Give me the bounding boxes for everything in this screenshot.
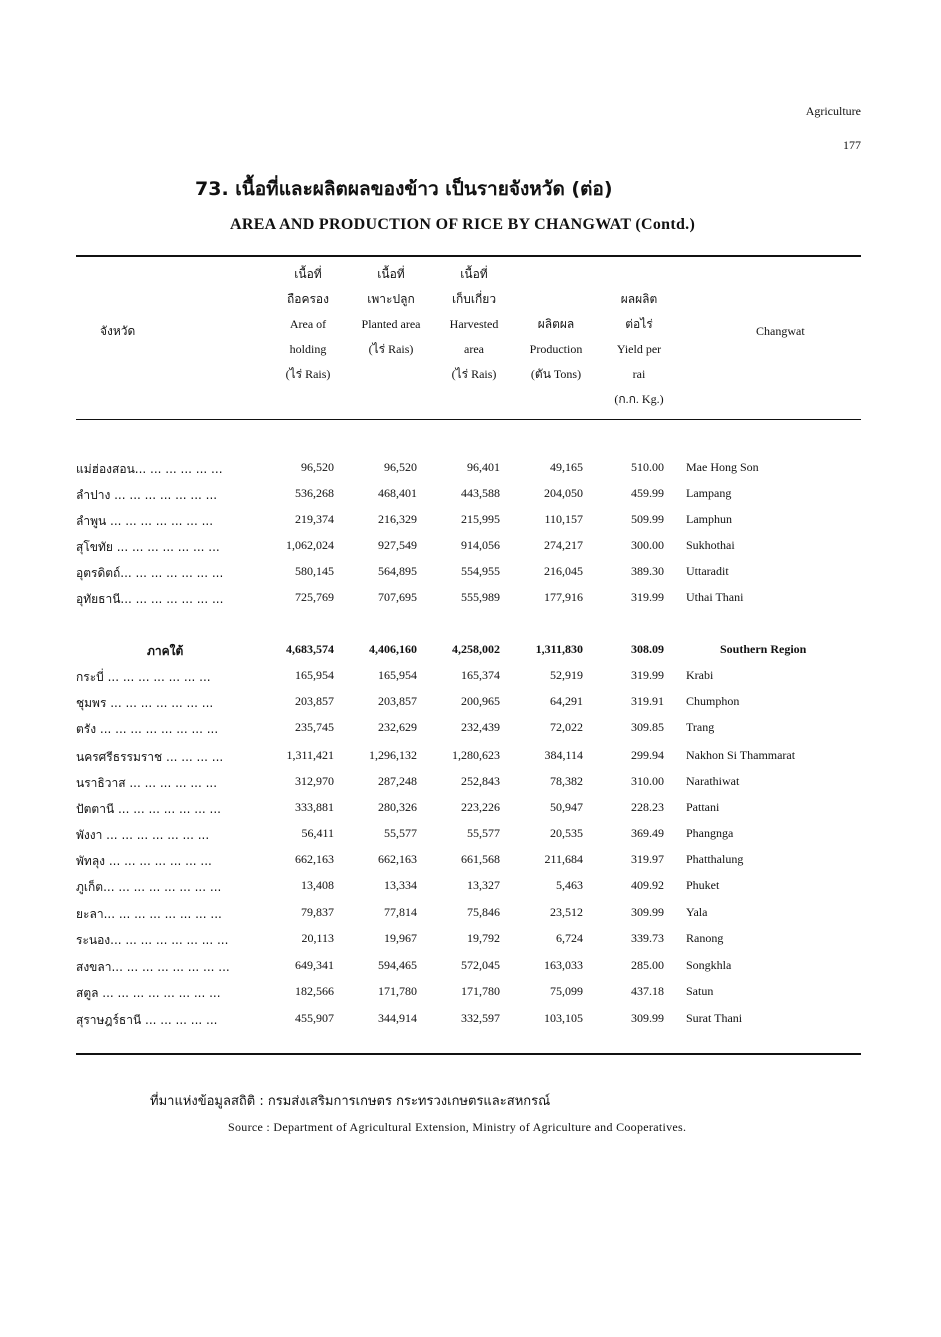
province-thai: พัทลุง ... ... ... ... ... ... ... — [76, 854, 212, 868]
region-english: Southern Region — [720, 642, 807, 656]
changwat-english: Sukhothai — [686, 538, 735, 552]
harvested-area: 232,439 — [461, 720, 500, 734]
production: 78,382 — [550, 774, 583, 788]
changwat-english: Phuket — [686, 878, 720, 892]
production: 103,105 — [544, 1011, 583, 1025]
planted-area: 344,914 — [378, 1011, 417, 1025]
yield-per-rai: 319.99 — [631, 668, 664, 682]
harvested-area: 19,792 — [467, 931, 500, 945]
planted-area: 171,780 — [378, 984, 417, 998]
header-changwat-english: Changwat — [756, 324, 805, 338]
planted-area: 927,549 — [378, 538, 417, 552]
province-thai: สตูล ... ... ... ... ... ... ... ... — [76, 986, 221, 1000]
header-yield-line2: ต่อไร่ — [625, 317, 653, 331]
header-yield-line4: rai — [632, 367, 646, 381]
yield-per-rai: 309.85 — [631, 720, 664, 734]
table-row — [0, 460, 941, 482]
harvested-area: 96,401 — [467, 460, 500, 474]
yield-per-rai: 319.97 — [631, 852, 664, 866]
changwat-english: Mae Hong Son — [686, 460, 759, 474]
header-harvested-line3: Harvested — [449, 317, 499, 331]
planted-area: 287,248 — [378, 774, 417, 788]
header-holding-line1: เนื้อที่ — [294, 267, 322, 281]
table-row — [0, 958, 941, 980]
table-row — [0, 512, 941, 534]
table-row — [0, 694, 941, 716]
planted-area: 707,695 — [378, 590, 417, 604]
table-row — [0, 774, 941, 796]
area-of-holding: 79,837 — [301, 905, 334, 919]
yield-per-rai: 319.91 — [631, 694, 664, 708]
header-production-line1: ผลิตผล — [537, 317, 575, 331]
planted-area: 165,954 — [378, 668, 417, 682]
page-number: 177 — [843, 138, 861, 152]
area-of-holding: 56,411 — [301, 826, 334, 840]
province-thai: กระบี่ ... ... ... ... ... ... ... — [76, 670, 211, 684]
harvested-area: 55,577 — [467, 826, 500, 840]
table-title-english: AREA AND PRODUCTION OF RICE BY CHANGWAT (Contd.) — [230, 216, 696, 233]
table-row — [0, 590, 941, 612]
production: 274,217 — [544, 538, 583, 552]
planted-area: 232,629 — [378, 720, 417, 734]
yield-per-rai: 308.09 — [631, 642, 664, 656]
table-row — [0, 1011, 941, 1033]
header-planted-line1: เนื้อที่ — [377, 267, 405, 281]
table-title-thai: 73. เนื้อที่และผลิตผลของข้าว เป็นรายจังหวัด (ต่อ) — [195, 178, 613, 200]
header-planted-line2: เพาะปลูก — [367, 292, 415, 306]
yield-per-rai: 310.00 — [631, 774, 664, 788]
changwat-english: Nakhon Si Thammarat — [686, 748, 796, 762]
header-holding-line3: Area of — [289, 317, 327, 331]
harvested-area: 661,568 — [461, 852, 500, 866]
changwat-english: Lampang — [686, 486, 732, 500]
table-top-rule — [76, 255, 861, 257]
header-yield-line1: ผลผลิต — [620, 292, 658, 306]
province-thai: ตรัง ... ... ... ... ... ... ... ... — [76, 722, 219, 736]
area-of-holding: 4,683,574 — [286, 642, 334, 656]
province-thai: อุตรดิตถ์... ... ... ... ... ... ... — [76, 566, 224, 580]
production: 1,311,830 — [535, 642, 583, 656]
changwat-english: Lamphun — [686, 512, 732, 526]
harvested-area: 914,056 — [461, 538, 500, 552]
header-production — [515, 312, 597, 387]
production: 216,045 — [544, 564, 583, 578]
harvested-area: 223,226 — [461, 800, 500, 814]
province-thai: ชุมพร ... ... ... ... ... ... ... — [76, 696, 214, 710]
changwat-english: Chumphon — [686, 694, 740, 708]
planted-area: 564,895 — [378, 564, 417, 578]
planted-area: 662,163 — [378, 852, 417, 866]
header-harvested-line2: เก็บเกี่ยว — [451, 292, 497, 306]
table-row — [0, 905, 941, 927]
changwat-english: Satun — [686, 984, 714, 998]
production: 49,165 — [550, 460, 583, 474]
area-of-holding: 13,408 — [301, 878, 334, 892]
area-of-holding: 580,145 — [295, 564, 334, 578]
planted-area: 55,577 — [384, 826, 417, 840]
harvested-area: 215,995 — [461, 512, 500, 526]
header-harvested-line5: (ไร่ Rais) — [451, 367, 497, 381]
harvested-area: 165,374 — [461, 668, 500, 682]
header-holding-line2: ถือครอง — [286, 292, 329, 306]
table-row — [0, 826, 941, 848]
region-thai: ภาคใต้ — [147, 644, 184, 658]
area-of-holding: 219,374 — [295, 512, 334, 526]
header-planted-line4: (ไร่ Rais) — [368, 342, 414, 356]
planted-area: 77,814 — [384, 905, 417, 919]
harvested-area: 572,045 — [461, 958, 500, 972]
yield-per-rai: 509.99 — [631, 512, 664, 526]
province-thai: ยะลา... ... ... ... ... ... ... ... — [76, 907, 222, 921]
planted-area: 280,326 — [378, 800, 417, 814]
table-row — [0, 931, 941, 953]
production: 20,535 — [550, 826, 583, 840]
table-row — [0, 564, 941, 586]
source-note-thai: ที่มาแห่งข้อมูลสถิติ : กรมส่งเสริมการเกษตร กระทรวงเกษตรและสหกรณ์ — [150, 1094, 551, 1109]
production: 23,512 — [550, 905, 583, 919]
planted-area: 594,465 — [378, 958, 417, 972]
area-of-holding: 235,745 — [295, 720, 334, 734]
header-harvested-area — [437, 262, 511, 387]
harvested-area: 1,280,623 — [452, 748, 500, 762]
yield-per-rai: 339.73 — [631, 931, 664, 945]
production: 6,724 — [556, 931, 583, 945]
header-planted-line3: Planted area — [361, 317, 421, 331]
planted-area: 4,406,160 — [369, 642, 417, 656]
yield-per-rai: 510.00 — [631, 460, 664, 474]
changwat-english: Phangnga — [686, 826, 734, 840]
province-thai: นราธิวาส ... ... ... ... ... ... — [76, 776, 218, 790]
table-row — [0, 800, 941, 822]
area-of-holding: 536,268 — [295, 486, 334, 500]
changwat-english: Uttaradit — [686, 564, 729, 578]
production: 177,916 — [544, 590, 583, 604]
production: 64,291 — [550, 694, 583, 708]
running-header-section: Agriculture — [805, 104, 861, 118]
production: 384,114 — [544, 748, 583, 762]
table-row — [0, 984, 941, 1006]
production: 52,919 — [550, 668, 583, 682]
changwat-english: Trang — [686, 720, 715, 734]
area-of-holding: 312,970 — [295, 774, 334, 788]
header-bottom-rule — [76, 419, 861, 420]
yield-per-rai: 409.92 — [631, 878, 664, 892]
area-of-holding: 1,311,421 — [286, 748, 334, 762]
header-province-thai: จังหวัด — [100, 324, 136, 338]
yield-per-rai: 437.18 — [631, 984, 664, 998]
province-thai: สุโขทัย ... ... ... ... ... ... ... — [76, 540, 220, 554]
province-thai: ลำปาง ... ... ... ... ... ... ... — [76, 488, 218, 502]
yield-per-rai: 299.94 — [631, 748, 664, 762]
header-yield-line3: Yield per — [616, 342, 662, 356]
province-thai: สงขลา... ... ... ... ... ... ... ... — [76, 960, 230, 974]
production: 5,463 — [556, 878, 583, 892]
region-total-row — [0, 642, 941, 664]
table-row — [0, 748, 941, 770]
production: 204,050 — [544, 486, 583, 500]
changwat-english: Surat Thani — [686, 1011, 743, 1025]
header-production-line2: Production — [529, 342, 583, 356]
yield-per-rai: 319.99 — [631, 590, 664, 604]
yield-per-rai: 300.00 — [631, 538, 664, 552]
planted-area: 96,520 — [384, 460, 417, 474]
changwat-english: Pattani — [686, 800, 720, 814]
area-of-holding: 455,907 — [295, 1011, 334, 1025]
source-note-english: Source : Department of Agricultural Extension, Ministry of Agriculture and Cooperatives. — [228, 1120, 687, 1134]
yield-per-rai: 285.00 — [631, 958, 664, 972]
province-thai: นครศรีธรรมราช ... ... ... ... — [76, 750, 224, 764]
province-thai: พังงา ... ... ... ... ... ... ... — [76, 828, 210, 842]
yield-per-rai: 389.30 — [631, 564, 664, 578]
header-holding-line5: (ไร่ Rais) — [285, 367, 331, 381]
planted-area: 216,329 — [378, 512, 417, 526]
header-yield-per-rai — [604, 287, 674, 412]
province-thai: ระนอง... ... ... ... ... ... ... ... — [76, 933, 229, 947]
header-harvested-line4: area — [464, 342, 484, 356]
harvested-area: 555,989 — [461, 590, 500, 604]
province-thai: ภูเก็ต... ... ... ... ... ... ... ... — [76, 880, 222, 894]
province-thai: ลำพูน ... ... ... ... ... ... ... — [76, 514, 214, 528]
changwat-english: Krabi — [686, 668, 714, 682]
table-row — [0, 538, 941, 560]
area-of-holding: 165,954 — [295, 668, 334, 682]
harvested-area: 554,955 — [461, 564, 500, 578]
changwat-english: Phatthalung — [686, 852, 744, 866]
planted-area: 13,334 — [384, 878, 417, 892]
table-row — [0, 878, 941, 900]
harvested-area: 200,965 — [461, 694, 500, 708]
area-of-holding: 725,769 — [295, 590, 334, 604]
header-production-line3: (ตัน Tons) — [530, 367, 582, 381]
province-thai: อุทัยธานี... ... ... ... ... ... ... — [76, 592, 224, 606]
area-of-holding: 649,341 — [295, 958, 334, 972]
yield-per-rai: 369.49 — [631, 826, 664, 840]
table-row — [0, 486, 941, 508]
production: 75,099 — [550, 984, 583, 998]
production: 110,157 — [544, 512, 583, 526]
table-row — [0, 720, 941, 742]
area-of-holding: 1,062,024 — [286, 538, 334, 552]
harvested-area: 443,588 — [461, 486, 500, 500]
area-of-holding: 662,163 — [295, 852, 334, 866]
changwat-english: Songkhla — [686, 958, 732, 972]
changwat-english: Uthai Thani — [686, 590, 744, 604]
area-of-holding: 333,881 — [295, 800, 334, 814]
planted-area: 468,401 — [378, 486, 417, 500]
harvested-area: 4,258,002 — [452, 642, 500, 656]
harvested-area: 252,843 — [461, 774, 500, 788]
production: 50,947 — [550, 800, 583, 814]
table-bottom-rule — [76, 1053, 861, 1055]
area-of-holding: 20,113 — [301, 931, 334, 945]
table-row — [0, 668, 941, 690]
harvested-area: 13,327 — [467, 878, 500, 892]
changwat-english: Ranong — [686, 931, 724, 945]
changwat-english: Yala — [686, 905, 708, 919]
harvested-area: 332,597 — [461, 1011, 500, 1025]
area-of-holding: 203,857 — [295, 694, 334, 708]
header-harvested-line1: เนื้อที่ — [460, 267, 488, 281]
production: 211,684 — [544, 852, 583, 866]
header-yield-line5: (ก.ก. Kg.) — [614, 392, 664, 406]
yield-per-rai: 309.99 — [631, 1011, 664, 1025]
yield-per-rai: 228.23 — [631, 800, 664, 814]
table-row — [0, 852, 941, 874]
production: 163,033 — [544, 958, 583, 972]
header-holding-line4: holding — [289, 342, 327, 356]
yield-per-rai: 459.99 — [631, 486, 664, 500]
harvested-area: 171,780 — [461, 984, 500, 998]
province-thai: แม่ฮ่องสอน... ... ... ... ... ... — [76, 462, 223, 476]
province-thai: ปัตตานี ... ... ... ... ... ... ... — [76, 802, 221, 816]
planted-area: 19,967 — [384, 931, 417, 945]
production: 72,022 — [550, 720, 583, 734]
area-of-holding: 182,566 — [295, 984, 334, 998]
province-thai: สุราษฎร์ธานี ... ... ... ... ... — [76, 1013, 218, 1027]
planted-area: 1,296,132 — [369, 748, 417, 762]
yield-per-rai: 309.99 — [631, 905, 664, 919]
header-area-of-holding — [272, 262, 344, 387]
harvested-area: 75,846 — [467, 905, 500, 919]
area-of-holding: 96,520 — [301, 460, 334, 474]
header-planted-area — [348, 262, 434, 362]
changwat-english: Narathiwat — [686, 774, 740, 788]
planted-area: 203,857 — [378, 694, 417, 708]
